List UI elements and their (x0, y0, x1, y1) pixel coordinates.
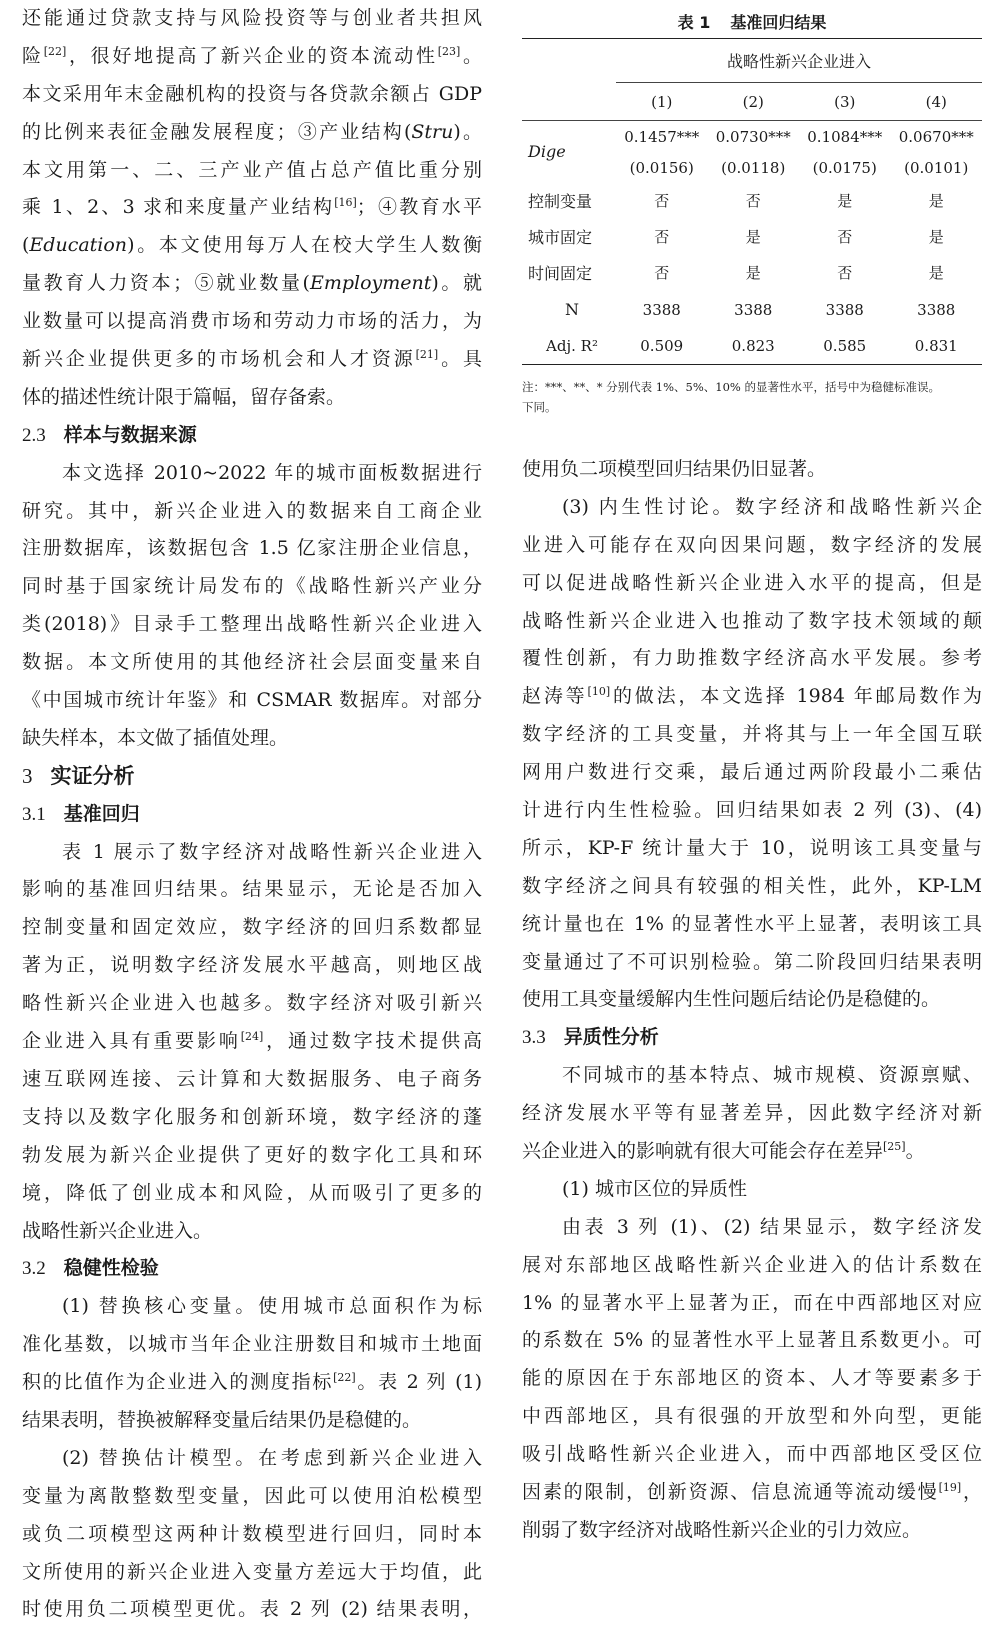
text-line: 网用户数进行交乘，最后通过两阶段最小二乘估 (522, 761, 982, 784)
section-heading-2-3: 2.3 样本与数据来源 (22, 423, 197, 446)
se-cell: (0.0118) (721, 158, 786, 177)
citation: [23] (437, 44, 461, 58)
text-line: 使用工具变量缓解内生性问题后结论仍是稳健的。 (522, 988, 941, 1011)
robust-replace-model-paragraph (22, 1440, 482, 1629)
table-cell: 否 (654, 264, 670, 282)
citation: [24] (240, 1030, 264, 1044)
text-line: 《中国城市统计年鉴》和 CSMAR 数据库。对部分 (22, 689, 482, 712)
right-column (522, 0, 982, 1541)
table-cell: 0.831 (891, 329, 983, 365)
text-line: 数据。本文所使用的其他经济社会层面变量来自 (22, 651, 482, 674)
coef-cell: 0.1457*** (616, 121, 708, 153)
citation: [21] (415, 348, 439, 362)
text-line: 兴企业进入的影响就有很大可能会存在差异[25]。 (522, 1140, 925, 1163)
text-line: 统计量也在 1% 的显著性水平上显著，表明该工具 (522, 912, 982, 935)
table-cell: 是 (745, 228, 761, 246)
table-cell: 3388 (734, 300, 773, 319)
text-line: 新兴企业提供更多的市场机会和人才资源[21]。具 (22, 348, 482, 371)
text-line: 略性新兴企业进入也越多。数字经济对吸引新兴 (22, 992, 482, 1015)
text-line: 体的描述性统计限于篇幅，留存备索。 (22, 385, 346, 408)
right-text (522, 451, 982, 1550)
heterogeneity-paragraph (522, 1057, 982, 1171)
text-line: 表 1 展示了数字经济对战略性新兴企业进入 (62, 840, 482, 863)
text-line: 支持以及数字化服务和创新环境，数字经济的蓬 (22, 1105, 482, 1128)
text-line: 速互联网连接、云计算和大数据服务、电子商务 (22, 1067, 482, 1090)
text-line: 数字经济之间具有较强的相关性，此外，KP-LM (522, 874, 982, 897)
text-line: 著为正，说明数字经济发展水平越高，则地区战 (22, 954, 482, 977)
note-line: 注：***、**、* 分别代表 1%、5%、10% 的显著性水平，括号中为稳健标准误。 (522, 380, 941, 394)
text-line: 由表 3 列 (1)、(2) 结果显示，数字经济发 (562, 1215, 982, 1238)
se-cell: (0.0156) (629, 158, 694, 177)
column-header: (1) (651, 92, 673, 111)
text-line: 本文选择 2010~2022 年的城市面板数据进行 (62, 461, 482, 484)
citation: [19] (938, 1481, 962, 1495)
column-header: (3) (834, 92, 856, 111)
text-line: 中西部地区，具有很强的开放型和外向型，更能 (522, 1405, 982, 1428)
row-label: 城市固定 (528, 228, 593, 247)
text-line: 企业进入具有重要影响[24]，通过数字技术提供高 (22, 1030, 482, 1053)
text-line: 所示，KP-F 统计量大于 10，说明该工具变量与 (522, 836, 982, 859)
text-line: 积的比值作为企业进入的测度指标[22]。表 2 列 (1) (22, 1371, 482, 1394)
text-line: 注册数据库，该数据包含 1.5 亿家注册企业信息， (22, 537, 482, 560)
text-line: 展对东部地区战略性新兴企业进入的估计系数在 (522, 1253, 982, 1276)
table-cell: 是 (745, 264, 761, 282)
text-line: (2) 替换估计模型。在考虑到新兴企业进入 (62, 1446, 482, 1469)
text-line: 可以促进战略性新兴企业进入水平的提高，但是 (522, 571, 982, 594)
table-corner (522, 39, 616, 83)
text-line: 乘 1、2、3 求和来度量产业结构[16]；④教育水平 (22, 196, 482, 219)
text-line: 控制变量和固定效应，数字经济的回归系数都显 (22, 916, 482, 939)
table-cell: 是 (837, 192, 853, 210)
text-line: 战略性新兴企业进入。 (22, 1219, 213, 1242)
text-line: 因素的限制，创新资源、信息流通等流动缓慢[19]， (522, 1481, 982, 1504)
text-line: 研究。其中，新兴企业进入的数据来自工商企业 (22, 499, 482, 522)
text-line: 量教育人力资本；⑤就业数量(Employment)。就 (22, 272, 482, 295)
text-line: (1) 替换核心变量。使用城市总面积作为标 (62, 1295, 482, 1318)
table-cell: 是 (928, 228, 944, 246)
text-line: 同时基于国家统计局发布的《战略性新兴产业分 (22, 575, 482, 598)
text-line: 的比例来表征金融发展程度；③产业结构(Stru)。 (22, 120, 482, 143)
region-paragraph (522, 1209, 982, 1550)
row-label: 控制变量 (528, 192, 593, 211)
table-cell: 是 (928, 264, 944, 282)
text-line: 的系数在 5% 的显著性水平上显著且系数更小。可 (522, 1329, 982, 1352)
section-heading-3-3: 3.3 异质性分析 (522, 1026, 659, 1049)
text-line: 数字经济的工具变量，并将其与上一年全国互联 (522, 723, 982, 746)
text-line: 类(2018)》目录手工整理出战略性新兴企业进入 (22, 613, 482, 636)
table-note (522, 377, 982, 417)
table-1 (522, 0, 982, 417)
table-cell: 是 (928, 192, 944, 210)
text-line: 战略性新兴企业进入也推动了数字技术领域的颠 (522, 609, 982, 632)
text-line: 吸引战略性新兴企业进入，而中西部地区受区位 (522, 1443, 982, 1466)
section-heading-3-2: 3.2 稳健性检验 (22, 1257, 159, 1280)
text-line: 文所使用的新兴企业进入变量方差远大于均值，此 (22, 1560, 482, 1583)
section-heading-3-1: 3.1 基准回归 (22, 802, 140, 825)
baseline-paragraph (22, 834, 482, 1251)
table-group-header: 战略性新兴企业进入 (616, 39, 982, 83)
text-line: 本文用第一、二、三产业产值占总产值比重分别 (22, 158, 482, 181)
coef-cell: 0.0670*** (891, 121, 983, 153)
citation: [25] (883, 1140, 906, 1154)
table-cell: 0.509 (616, 329, 708, 365)
text-line: 经济发展水平等有显著差异，因此数字经济对新 (522, 1102, 982, 1125)
sample-paragraph (22, 455, 482, 758)
text-line: 业进入可能存在双向因果问题，数字经济的发展 (522, 533, 982, 556)
text-line: 本文采用年末金融机构的投资与各贷款余额占 GDP (22, 82, 482, 105)
row-label: N (565, 300, 579, 319)
table-cell: 3388 (642, 300, 681, 319)
column-header: (4) (925, 92, 947, 111)
text-line: 准化基数，以城市当年企业注册数目和城市土地面 (22, 1333, 482, 1356)
coef-cell: 0.1084*** (799, 121, 891, 153)
text-line: 缺失样本，本文做了插值处理。 (22, 726, 289, 749)
text-line: 时使用负二项模型更优。表 2 列 (2) 结果表明， (22, 1598, 482, 1621)
table-cell: 0.823 (708, 329, 800, 365)
text-line: 险[22]，很好地提高了新兴企业的资本流动性[23]。 (22, 44, 482, 67)
text-line: 赵涛等[10]的做法，本文选择 1984 年邮局数作为 (522, 685, 982, 708)
text-line: 能的原因在于东部地区的资本、人才等要素多于 (522, 1367, 982, 1390)
text-line: 或负二项模型这两种计数模型进行回归，同时本 (22, 1522, 482, 1545)
table-cell: 0.585 (799, 329, 891, 365)
endogeneity-paragraph (522, 489, 982, 1019)
robust-replace-variable-paragraph (22, 1288, 482, 1440)
row-label-dige: Dige (522, 121, 616, 183)
text-line: 1% 的显著水平上显著为正，而在中西部地区对应 (522, 1291, 982, 1314)
text-line: 变量为离散整数型变量，因此可以使用泊松模型 (22, 1484, 482, 1507)
text-line: 结果表明，替换被解释变量后结果仍是稳健的。 (22, 1408, 422, 1431)
text-line: 变量通过了不可识别检验。第二阶段回归结果表明 (522, 950, 982, 973)
se-cell: (0.0175) (812, 158, 877, 177)
text-line: 境，降低了创业成本和风险，从而吸引了更多的 (22, 1181, 482, 1204)
citation: [22] (333, 1371, 356, 1385)
text-line: 不同城市的基本特点、城市规模、资源禀赋、 (562, 1064, 982, 1087)
left-column (22, 0, 482, 1629)
text-line: 业数量可以提高消费市场和劳动力市场的活力，为 (22, 310, 482, 333)
text-line: 还能通过贷款支持与风险投资等与创业者共担风 (22, 7, 482, 29)
row-label: 时间固定 (528, 264, 593, 283)
regression-table (522, 38, 982, 365)
citation: [22] (43, 44, 67, 58)
text-line: 削弱了数字经济对战略性新兴企业的引力效应。 (522, 1518, 922, 1541)
citation: [10] (587, 685, 611, 699)
text-line: 覆性创新，有力助推数字经济高水平发展。参考 (522, 647, 982, 670)
subheading-region: (1) 城市区位的异质性 (562, 1177, 747, 1200)
table-cell: 否 (837, 228, 853, 246)
note-line: 下同。 (522, 400, 557, 414)
table-cell: 否 (654, 192, 670, 210)
text-line: 影响的基准回归结果。结果显示，无论是否加入 (22, 878, 482, 901)
table-cell: 3388 (825, 300, 864, 319)
text-line: 勃发展为新兴企业提供了更好的数字化工具和环 (22, 1143, 482, 1166)
table-caption: 表 1 基准回归结果 (677, 13, 827, 32)
text-line: 使用负二项模型回归结果仍旧显著。 (522, 458, 827, 480)
table-cell: 否 (745, 192, 761, 210)
column-header: (2) (742, 92, 764, 111)
row-label-adj-r2: Adj. R² (522, 329, 616, 365)
section-heading-3: 3 实证分析 (22, 763, 135, 788)
text-line: (Education)。本文使用每万人在校大学生人数衡 (22, 234, 482, 257)
text-line: (3) 内生性讨论。数字经济和战略性新兴企 (562, 495, 982, 518)
intro-paragraph (22, 0, 482, 417)
coef-cell: 0.0730*** (708, 121, 800, 153)
table-cell: 3388 (917, 300, 956, 319)
text-line: 计进行内生性检验。回归结果如表 2 列 (3)、(4) (522, 799, 982, 822)
table-cell: 否 (654, 228, 670, 246)
citation: [16] (334, 196, 357, 210)
table-cell: 否 (837, 264, 853, 282)
se-cell: (0.0101) (904, 158, 969, 177)
